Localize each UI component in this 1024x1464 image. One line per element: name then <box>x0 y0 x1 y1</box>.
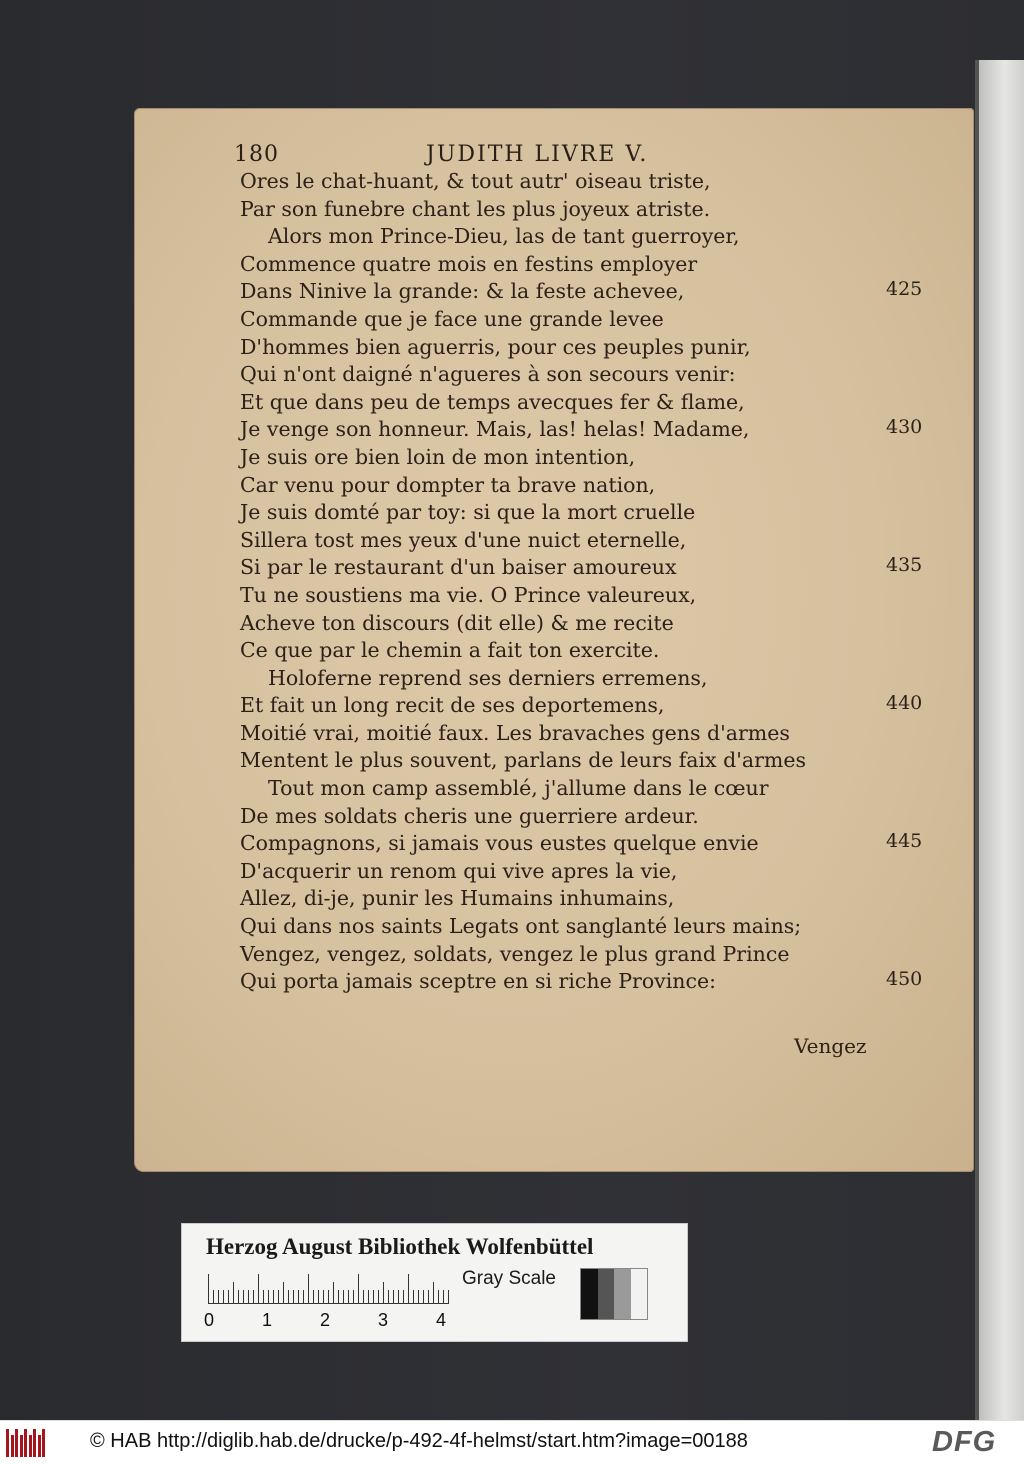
verse-line: Je suis ore bien loin de mon intention, <box>240 444 636 469</box>
verse-line: Qui n'ont daigné n'agueres à son secours venir: <box>240 362 736 387</box>
catchword: Vengez <box>794 1034 867 1058</box>
verse-line: Dans Ninive la grande: & la feste achevee, <box>240 279 685 304</box>
verse-line: Ce que par le chemin a fait ton exercite. <box>240 638 660 663</box>
verse-line: Et fait un long recit de ses deportemens, <box>240 693 665 718</box>
verse-line: D'acquerir un renom qui vive apres la vie, <box>240 858 678 883</box>
verse-line: Commence quatre mois en festins employer <box>240 251 698 276</box>
verse-line: Moitié vrai, moitié faux. Les bravaches gens d'armes <box>240 720 790 745</box>
verse-line: Car venu pour dompter ta brave nation, <box>240 472 656 497</box>
verse-line: Je venge son honneur. Mais, las! helas! Madame, <box>240 417 750 442</box>
line-number: 430 <box>886 416 923 439</box>
verse-text <box>240 168 860 996</box>
folio-number: 180 <box>234 142 279 167</box>
ruler-number: 3 <box>378 1310 389 1330</box>
gray-scale-label: Gray Scale <box>462 1268 556 1289</box>
verse-line: Tu ne soustiens ma vie. O Prince valeureux, <box>240 582 697 607</box>
color-calibration-card <box>181 1223 688 1342</box>
book-page <box>134 108 974 1172</box>
line-number: 445 <box>886 830 923 853</box>
ruler-number: 0 <box>204 1310 215 1330</box>
verse-line: Acheve ton discours (dit elle) & me recite <box>240 610 674 635</box>
verse-line: D'hommes bien aguerris, pour ces peuples punir, <box>240 334 751 359</box>
verse-line: Si par le restaurant d'un baiser amoureux <box>240 555 677 580</box>
line-number: 425 <box>886 278 923 301</box>
ruler-number: 1 <box>262 1310 273 1330</box>
verse-line: Qui porta jamais sceptre en si riche Province: <box>240 969 717 994</box>
verse-line: Commande que je face une grande levee <box>240 306 664 331</box>
line-number: 450 <box>886 968 923 991</box>
verse-line: Qui dans nos saints Legats ont sanglanté leurs mains; <box>240 914 802 939</box>
verse-line: Mentent le plus souvent, parlans de leurs faix d'armes <box>240 748 807 773</box>
gray-swatch <box>598 1269 615 1319</box>
gray-swatch <box>581 1269 598 1319</box>
verse-line: Allez, di-je, punir les Humains inhumains, <box>240 886 675 911</box>
gray-swatch <box>614 1269 631 1319</box>
verse-line: Vengez, vengez, soldats, vengez le plus grand Prince <box>240 941 790 966</box>
dfg-logo: DFG <box>932 1426 997 1458</box>
verse-line: Compagnons, si jamais vous eustes quelque envie <box>240 831 759 856</box>
verse-line: Sillera tost mes yeux d'une nuict eternelle, <box>240 527 687 552</box>
verse-line: Holoferne reprend ses derniers erremens, <box>268 665 708 690</box>
page-header <box>134 138 974 170</box>
gray-swatch <box>631 1269 648 1319</box>
institution-name: Herzog August Bibliothek Wolfenbüttel <box>206 1234 594 1259</box>
verse-line: Ores le chat-huant, & tout autr' oiseau triste, <box>240 169 711 193</box>
measurement-ruler <box>208 1272 448 1304</box>
line-number: 440 <box>886 692 923 715</box>
verse-line: Et que dans peu de temps avecques fer & flame, <box>240 389 745 414</box>
verse-line: Alors mon Prince-Dieu, las de tant guerroyer, <box>268 224 740 249</box>
verse-line: Par son funebre chant les plus joyeux atriste. <box>240 196 711 221</box>
hab-barcode-logo-icon <box>6 1429 48 1457</box>
verse-line: De mes soldats cheris une guerriere ardeur. <box>240 803 699 828</box>
line-number: 435 <box>886 554 923 577</box>
ruler-number: 4 <box>436 1310 447 1330</box>
gray-scale-swatches <box>580 1268 648 1320</box>
facing-page-edge <box>975 60 1024 1420</box>
running-title: JUDITH LIVRE V. <box>426 142 649 167</box>
ruler-number: 2 <box>320 1310 331 1330</box>
citation-link[interactable]: © HAB http://diglib.hab.de/drucke/p-492-4f-helmst/start.htm?image=00188 <box>90 1430 748 1452</box>
verse-line: Je suis domté par toy: si que la mort cruelle <box>240 500 696 525</box>
verse-line: Tout mon camp assemblé, j'allume dans le cœur <box>268 776 769 801</box>
viewer-footer <box>0 1420 1024 1464</box>
